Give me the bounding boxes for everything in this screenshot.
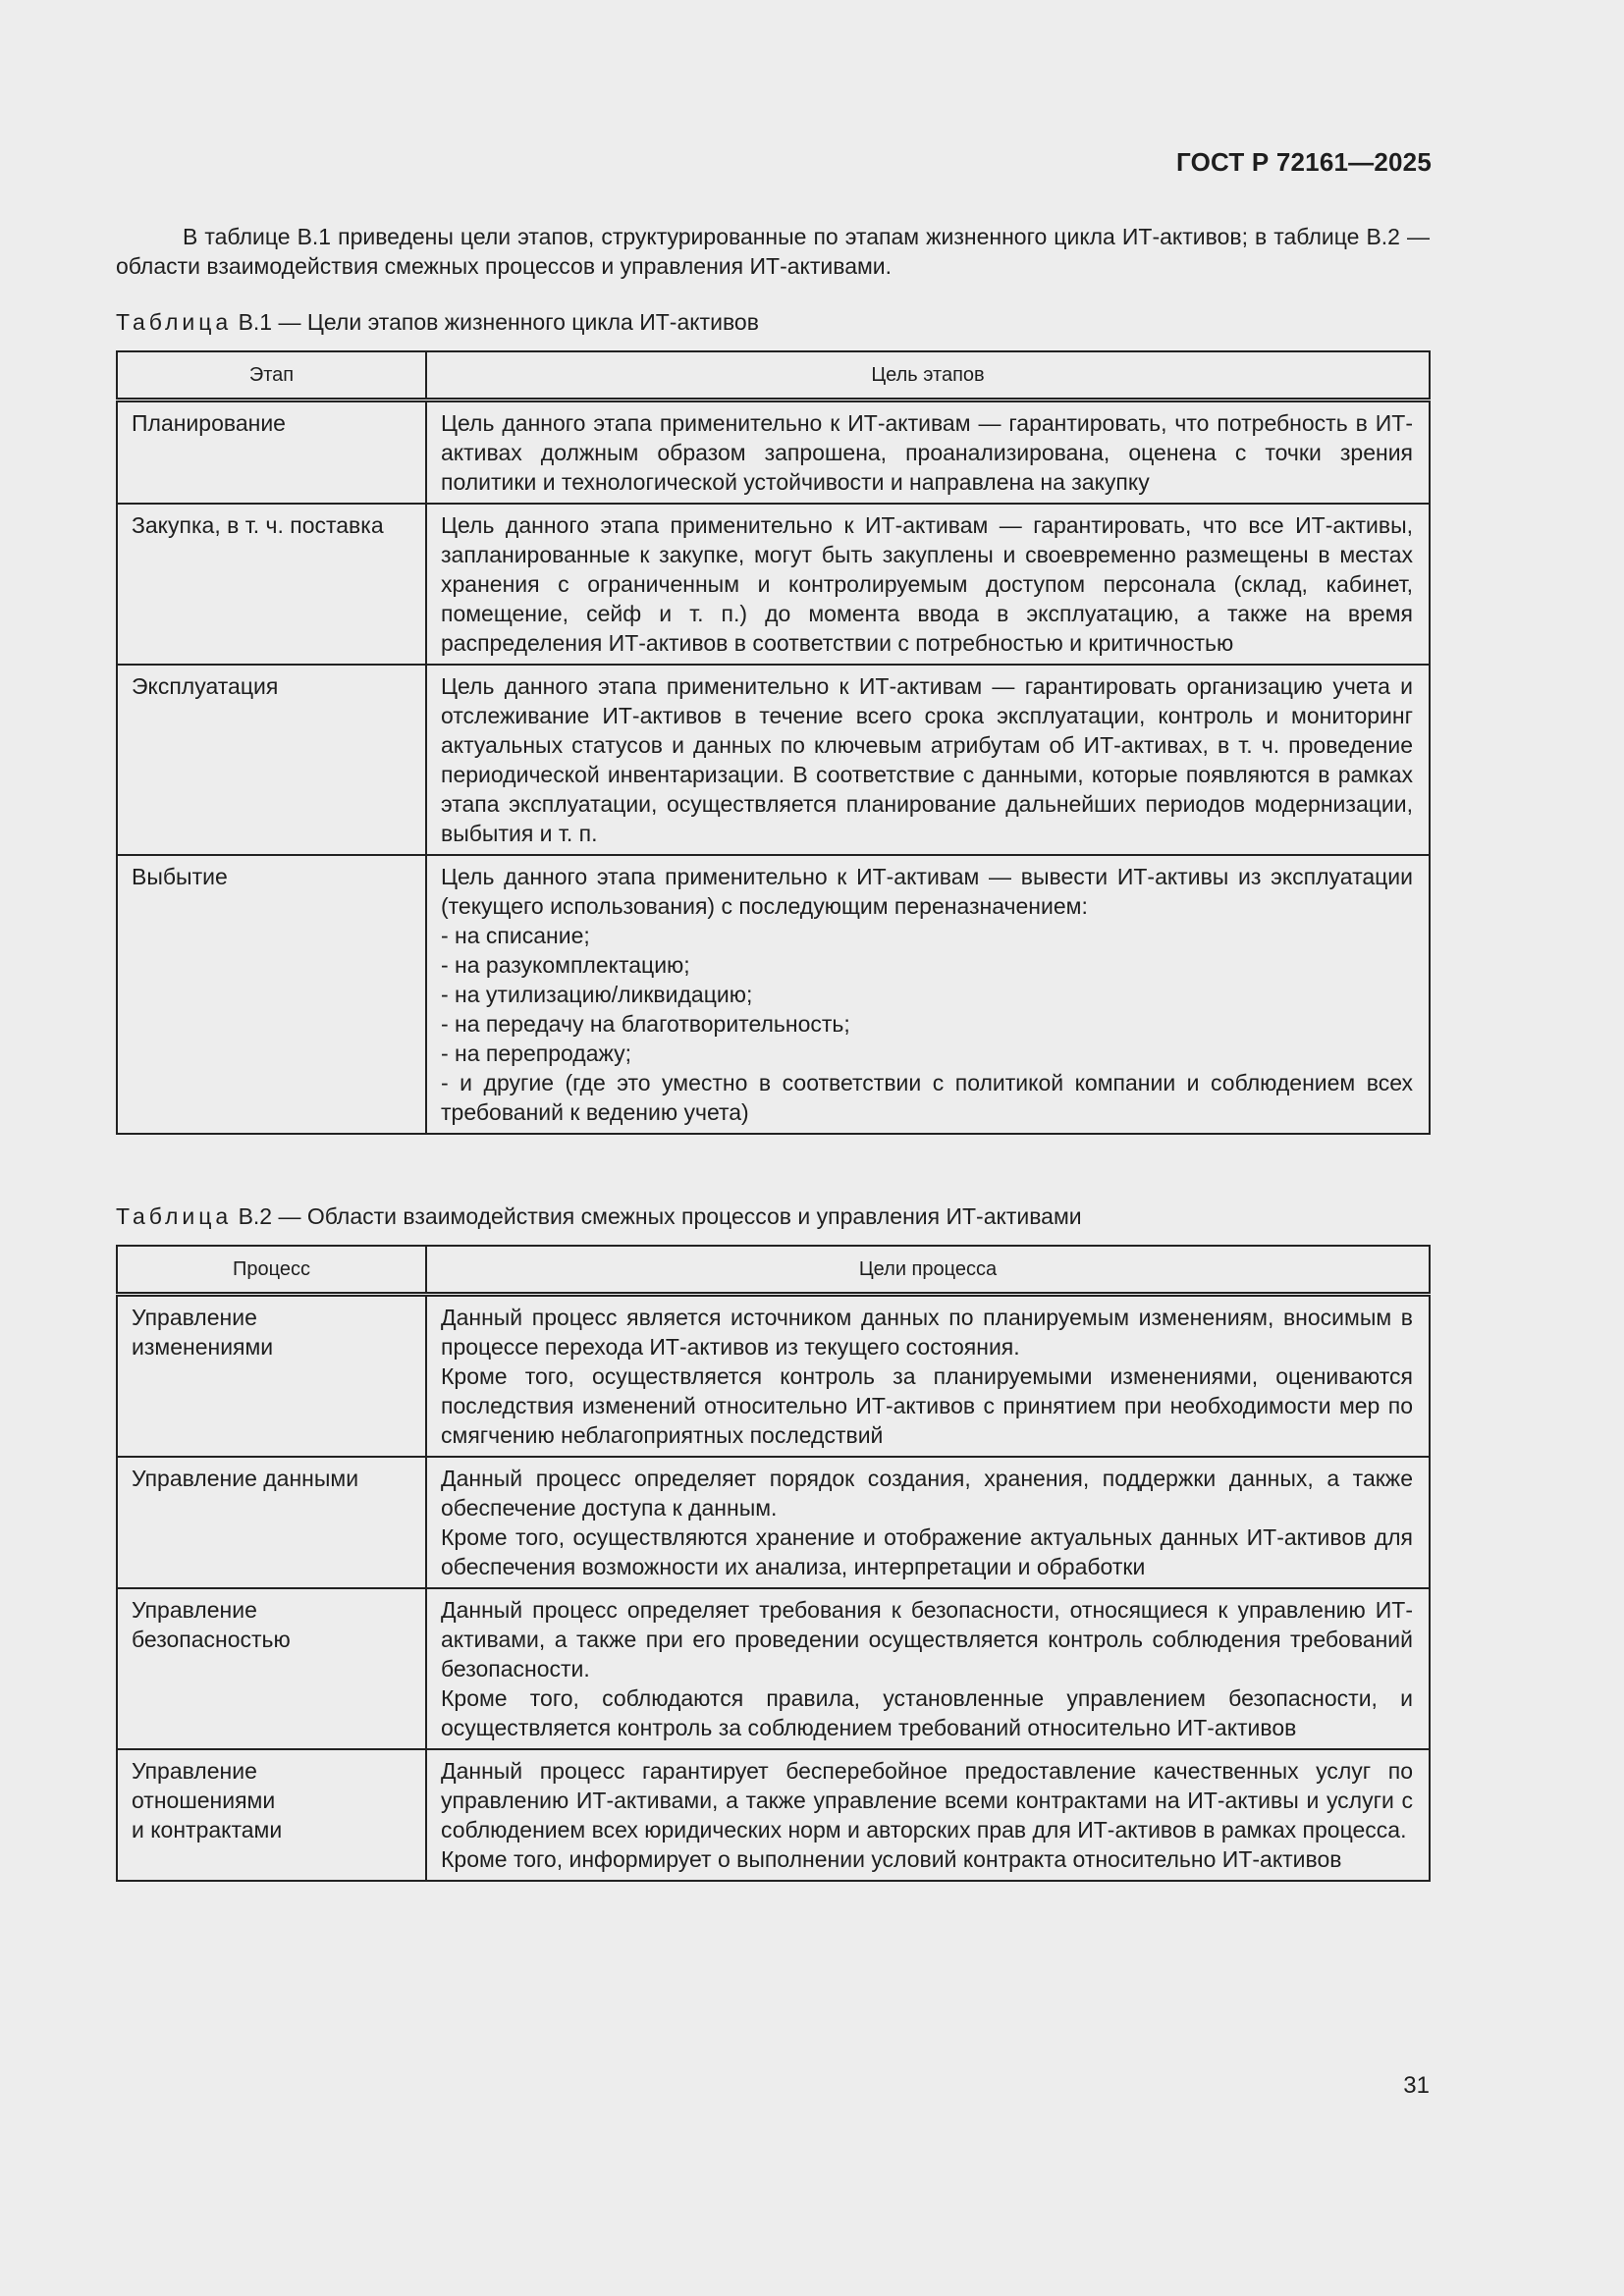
column-header-process: Процесс [117,1246,426,1295]
goal-cell [426,1295,1430,1458]
process-name-line: Управление [132,1758,257,1784]
table-lifecycle-stages [116,350,1431,1135]
table-row [117,504,1430,665]
goal-paragraph: Кроме того, информирует о выполнении условий контракта относительно ИТ-активов [441,1846,1342,1872]
goal-paragraph: Кроме того, осуществляются хранение и отображение актуальных данных ИТ-активов для обеспечения возможности их анализа, интерпретации и обработки [441,1524,1413,1579]
table-1-caption [116,307,759,337]
table-header-row [117,1246,1430,1295]
goal-paragraph: Данный процесс определяет порядок создания, хранения, поддержки данных, а также обеспечение доступа к данным. [441,1466,1413,1521]
goal-cell: Цель данного этапа применительно к ИТ-активам — гарантировать организацию учета и отслеживание ИТ-активов в течение всего срока эксплуатации, контроль и мониторинг актуальных статусов и данных по ключевым атрибутам об ИТ-активах, в т. ч. проведение периодической инвентаризации. В соответствие с данными, которые появляются в рамках этапа эксплуатации, осуществляется планирование дальнейших периодов модернизации, выбытия и т. п. [426,665,1430,855]
process-cell [117,1457,426,1588]
process-name-line: безопасностью [132,1627,291,1652]
table-row [117,1295,1430,1458]
process-name-line: Управление данными [132,1466,359,1491]
stage-cell: Закупка, в т. ч. поставка [117,504,426,665]
goal-cell [426,855,1430,1134]
list-item: - на перепродажу; [441,1041,632,1066]
table-row [117,1588,1430,1749]
table-2-caption-label: Таблица [116,1203,233,1229]
goal-cell: Цель данного этапа применительно к ИТ-активам — гарантировать, что потребность в ИТ-активах должным образом запрошена, проанализирована, оценена с точки зрения политики и технологической устойчивости и направлена на закупку [426,400,1430,505]
column-header-stage-goal: Цель этапов [426,351,1430,400]
goal-paragraph: Данный процесс является источником данных по планируемым изменениям, вносимым в процессе перехода ИТ-активов из текущего состояния. [441,1305,1413,1360]
intro-paragraph: В таблице В.1 приведены цели этапов, структурированные по этапам жизненного цикла ИТ-активов; в таблице В.2 — области взаимодействия смежных процессов и управления ИТ-активами. [116,224,1430,279]
table-row [117,665,1430,855]
goal-paragraph: Кроме того, соблюдаются правила, установленные управлением безопасности, и осуществляется контроль за соблюдением требований относительно ИТ-активов [441,1685,1413,1740]
table-2-caption-text: В.2 — Области взаимодействия смежных процессов и управления ИТ-активами [238,1203,1082,1229]
table-row [117,1457,1430,1588]
process-cell [117,1749,426,1881]
stage-cell: Выбытие [117,855,426,1134]
process-name-line: Управление [132,1305,257,1330]
page-number: 31 [1403,2072,1430,2099]
list-item: - на списание; [441,923,590,948]
process-name-line: изменениями [132,1334,274,1360]
process-name-line: и контрактами [132,1817,283,1842]
table-related-processes [116,1245,1431,1882]
table-row [117,400,1430,505]
table-1-caption-text: В.1 — Цели этапов жизненного цикла ИТ-активов [238,309,759,335]
list-item: - на разукомплектацию; [441,952,690,978]
list-item: - на передачу на благотворительность; [441,1011,850,1037]
table-row [117,855,1430,1134]
process-name-line: отношениями [132,1788,276,1813]
column-header-stage: Этап [117,351,426,400]
process-cell [117,1588,426,1749]
table-header-row [117,351,1430,400]
goal-text: Цель данного этапа применительно к ИТ-активам — вывести ИТ-активы из эксплуатации (текущего использования) с последующим переназначением: [441,864,1413,919]
process-name-line: Управление [132,1597,257,1623]
stage-cell: Планирование [117,400,426,505]
table-row [117,1749,1430,1881]
goal-cell [426,1457,1430,1588]
goal-cell [426,1749,1430,1881]
column-header-process-goals: Цели процесса [426,1246,1430,1295]
table-2-caption [116,1201,1082,1231]
list-item: - и другие (где это уместно в соответствии с политикой компании и соблюдением всех требований к ведению учета) [441,1070,1413,1125]
table-1-caption-label: Таблица [116,309,233,335]
stage-cell: Эксплуатация [117,665,426,855]
process-cell [117,1295,426,1458]
list-item: - на утилизацию/ликвидацию; [441,982,753,1007]
goal-paragraph: Данный процесс определяет требования к безопасности, относящиеся к управлению ИТ-активами, а также при его проведении осуществляется контроль соблюдения требований безопасности. [441,1597,1413,1682]
goal-paragraph: Кроме того, осуществляется контроль за планируемыми изменениями, оцениваются последствия изменений относительно ИТ-активов с принятием при необходимости мер по смягчению неблагоприятных последствий [441,1363,1413,1448]
goal-cell: Цель данного этапа применительно к ИТ-активам — гарантировать, что все ИТ-активы, запланированные к закупке, могут быть закуплены и своевременно размещены в местах хранения с ограниченным и контролируемым доступом персонала (склад, кабинет, помещение, сейф и т. п.) до момента ввода в эксплуатацию, а также на время распределения ИТ-активов в соответствии с потребностью и критичностью [426,504,1430,665]
goal-cell [426,1588,1430,1749]
document-number: ГОСТ Р 72161—2025 [1176,147,1432,177]
goal-paragraph: Данный процесс гарантирует бесперебойное предоставление качественных услуг по управлению ИТ-активами, а также управление всеми контрактами на ИТ-активы и услуги с соблюдением всех юридических норм и авторских прав для ИТ-активов в рамках процесса. [441,1758,1413,1842]
